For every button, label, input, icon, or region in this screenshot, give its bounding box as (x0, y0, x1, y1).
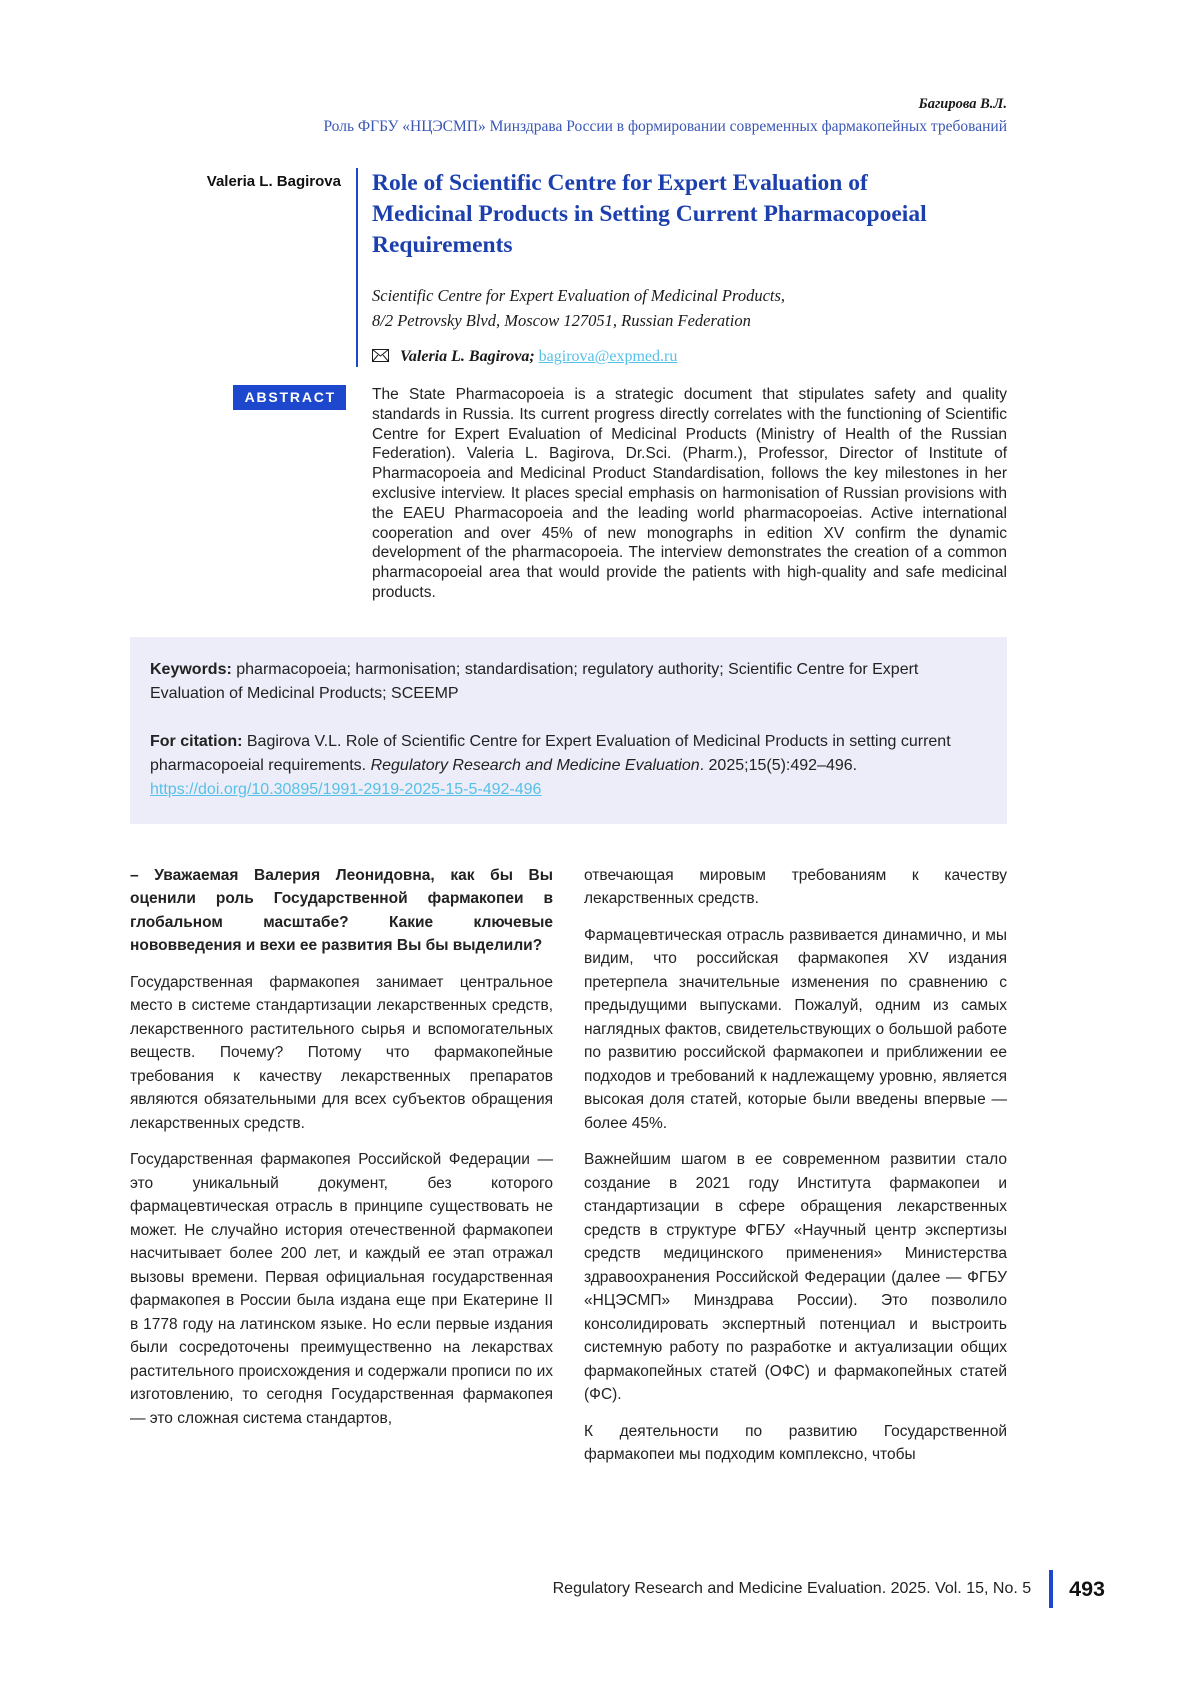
correspondence-email-link[interactable]: bagirova@expmed.ru (538, 348, 678, 365)
page-footer (553, 1570, 1105, 1608)
doi-link[interactable]: https://doi.org/10.30895/1991-2919-2025-15-5-492-496 (150, 780, 542, 798)
citation-paragraph (150, 730, 983, 802)
article-title: Role of Scientific Centre for Expert Evaluation of Medicinal Products in Setting Current Pharmacopoeial Requirements (372, 170, 927, 258)
envelope-icon (372, 349, 389, 367)
interview-columns (130, 864, 1007, 1467)
keywords-paragraph (150, 658, 983, 706)
left-paragraph-1: Государственная фармакопея занимает центральное место в системе стандартизации лекарственных средств, лекарственного растительного сырья и вспомогательных веществ. Почему? Потому что фармакопейные требования к качеству лекарственных препаратов являются обязательными для всех субъектов обращения лекарственных средств. (130, 973, 553, 1132)
citation-text-before: Bagirova V.L. Role of Scientific Centre for Expert Evaluation of Medicinal Products in setting current pharmacopoeial requirements. (150, 732, 951, 774)
right-paragraph-2: Фармацевтическая отрасль развивается динамично, и мы видим, что российская фармакопея XV издания претерпела значительные изменения по сравнению с предыдущими выпусками. Пожалуй, одним из самых наглядных фактов, свидетельствующих о большой работе по развитию российской фармакопеи и приближении ее подходов и требований к надлежащему уровню, является высокая доля статей, которые были введены впервые — более 45%. (584, 926, 1007, 1132)
doi-line (150, 778, 983, 802)
running-head (130, 96, 1007, 136)
right-column (584, 864, 1007, 1467)
footer-page-number: 493 (1069, 1576, 1105, 1601)
right-paragraph-1: отвечающая мировым требованиям к качеству лекарственных средств. (584, 866, 1007, 908)
title-section (130, 168, 1007, 367)
footer-journal-line: Regulatory Research and Medicine Evaluation. 2025. Vol. 15, No. 5 (552, 1580, 1032, 1597)
keywords-text: pharmacopoeia; harmonisation; standardisation; regulatory authority; Scientific Centre for Expert Evaluation of Medicinal Products; SCEEMP (150, 660, 919, 702)
left-paragraph-2: Государственная фармакопея Российской Федерации — это уникальный документ, без которого фармацевтическая отрасль в принципе существовать не может. Не случайно история отечественной фармакопеи насчитывает более 200 лет, и каждый ее этап отражал вызовы времени. Первая официальная государственная фармакопея в России была издана еще при Екатерине II в 1778 году на латинском языке. Но если первые издания были сосредоточены преимущественно на лекарствах растительного происхождения и содержали прописи по их изготовлению, то сегодня Государственная фармакопея — это сложная система стандартов, (130, 1151, 553, 1427)
citation-text-after: . 2025;15(5):492–496. (699, 756, 858, 774)
abstract-badge: ABSTRACT (233, 385, 346, 410)
keywords-citation-box (130, 637, 1007, 824)
footer-divider-bar (1049, 1570, 1053, 1608)
affiliation-line-1: Scientific Centre for Expert Evaluation of Medicinal Products, (372, 286, 786, 305)
affiliation (372, 283, 1007, 333)
running-head-author: Багирова В.Л. (918, 96, 1007, 112)
abstract-label-column (130, 385, 372, 603)
abstract-text: The State Pharmacopoeia is a strategic document that stipulates safety and quality standards in Russia. Its current progress directly correlates with the functioning of Scientific Centre for Expert Evaluation of Medicinal Products (Ministry of Health of the Russian Federation). Valeria L. Bagirova, Dr.Sci. (Pharm.), Professor, Director of Institute of Pharmacopoeia and Medicinal Product Standardisation, follows the key milestones in her exclusive interview. It places special emphasis on harmonisation of Russian provisions with the EAEU Pharmacopoeia and the leading world pharmacopoeias. Active international cooperation and over 45% of new monographs in edition XV confirm the dynamic development of the pharmacopoeia. The interview demonstrates the creation of a common pharmacopoeial area that would provide the patients with high-quality and safe medicinal products. (372, 386, 1007, 601)
affiliation-line-2: 8/2 Petrovsky Blvd, Moscow 127051, Russian Federation (372, 311, 751, 330)
keywords-label: Keywords: (150, 660, 232, 678)
left-column (130, 864, 553, 1467)
running-head-title: Роль ФГБУ «НЦЭСМП» Минздрава России в формировании современных фармакопейных требований (323, 118, 1007, 135)
citation-journal-name: Regulatory Research and Medicine Evaluation (370, 756, 700, 774)
title-column (358, 168, 1007, 367)
author-name-en: Valeria L. Bagirova (206, 173, 341, 190)
abstract-section (130, 385, 1007, 603)
citation-label: For citation: (150, 732, 243, 750)
interview-question: – Уважаемая Валерия Леонидовна, как бы Вы оценили роль Государственной фармакопеи в глобальном масштабе? Какие ключевые нововведения и вехи ее развития Вы бы выделили? (130, 866, 553, 955)
right-paragraph-4: К деятельности по развитию Государственной фармакопеи мы подходим комплексно, чтобы (584, 1422, 1007, 1464)
correspondence-author: Valeria L. Bagirova; (400, 348, 535, 365)
correspondence-line (372, 348, 1007, 367)
right-paragraph-3: Важнейшим шагом в ее современном развитии стало создание в 2021 году Института фармакопеи и стандартизации в сфере обращения лекарственных средств в структуре ФГБУ «Научный центр экспертизы средств медицинского применения» Министерства здравоохранения Российской Федерации (далее — ФГБУ «НЦЭСМП» Минздрава России). Это позволило консолидировать экспертный потенциал и выстроить системную работу по разработке и актуализации общих фармакопейных статей (ОФС) и фармакопейных статей (ФС). (584, 1151, 1007, 1404)
